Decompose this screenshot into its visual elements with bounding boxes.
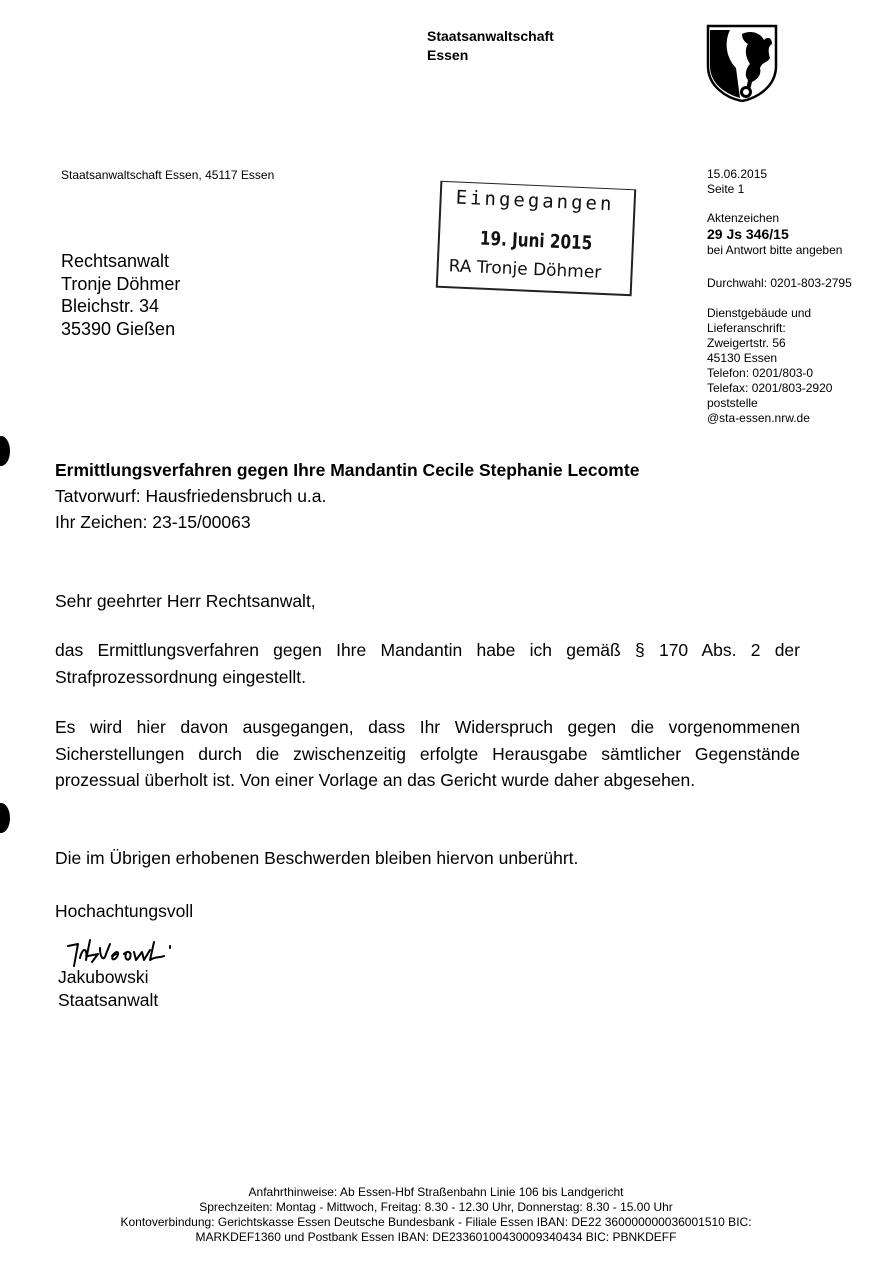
office-address-line: @sta-essen.nrw.de <box>707 411 810 425</box>
subject-reference: Ihr Zeichen: 23-15/00063 <box>55 512 251 532</box>
office-address-line: Telefon: 0201/803-0 <box>707 366 814 380</box>
footer-line: Kontoverbindung: Gerichtskasse Essen Deutsche Bundesbank - Filiale Essen IBAN: DE22 360000000036001510 BIC: <box>120 1215 752 1229</box>
office-address-line: Dienstgebäude und <box>707 306 812 320</box>
office-address-line: 45130 Essen <box>707 351 778 365</box>
stamp-date: 19. Juni 2015 <box>479 227 593 255</box>
body-paragraph: Die im Übrigen erhobenen Beschwerden bleiben hiervon unberührt. <box>55 848 579 868</box>
body-paragraph: Es wird hier davon ausgegangen, dass Ihr Widerspruch gegen die vorgenommenen Sicherstellungen durch die zwischenzeitig erfolgte Herausgabe sämtlicher Gegenstände prozessual überholt ist. Von einer Vorlage an das Gericht wurde daher abgesehen. <box>55 717 800 790</box>
direct-dial: Durchwahl: 0201-803-2795 <box>707 276 852 290</box>
authority-header <box>427 27 554 65</box>
signer-block <box>58 966 158 1011</box>
handwritten-signature <box>66 936 196 970</box>
signer-title: Staatsanwalt <box>58 989 159 1010</box>
authority-city: Essen <box>427 47 469 63</box>
salutation: Sehr geehrter Herr Rechtsanwalt, <box>55 591 316 611</box>
signer-name: Jakubowski <box>58 967 149 987</box>
subject-title: Ermittlungsverfahren gegen Ihre Mandantin Cecile Stephanie Lecomte <box>55 460 640 480</box>
nrw-coat-of-arms-icon <box>706 24 778 102</box>
recipient-line: Bleichstr. 34 <box>61 296 160 316</box>
office-address-line: Telefax: 0201/803-2920 <box>707 381 833 395</box>
office-address-line: Lieferanschrift: <box>707 321 786 335</box>
stamp-received-label: Eingegangen <box>455 186 615 216</box>
letter-date: 15.06.2015 <box>707 167 768 181</box>
authority-name: Staatsanwaltschaft <box>427 28 554 44</box>
file-hint: bei Antwort bitte angeben <box>707 243 843 257</box>
footer <box>40 1185 832 1245</box>
closing: Hochachtungsvoll <box>55 901 194 921</box>
office-address-line: Zweigertstr. 56 <box>707 336 786 350</box>
footer-line: Anfahrthinweise: Ab Essen-Hbf Straßenbahn Linie 106 bis Landgericht <box>248 1185 624 1199</box>
subject-charge: Tatvorwurf: Hausfriedensbruch u.a. <box>55 486 327 506</box>
recipient-line: Tronje Döhmer <box>61 273 181 294</box>
footer-line: Sprechzeiten: Montag - Mittwoch, Freitag: 8.30 - 12.30 Uhr, Donnerstag: 8.30 - 15.00 Uhr <box>199 1200 673 1214</box>
return-address: Staatsanwaltschaft Essen, 45117 Essen <box>61 168 275 182</box>
received-stamp <box>436 181 636 296</box>
recipient-line: Rechtsanwalt <box>61 251 170 271</box>
body-paragraph: das Ermittlungsverfahren gegen Ihre Mandantin habe ich gemäß § 170 Abs. 2 der Strafprozessordnung eingestellt. <box>55 640 800 687</box>
punch-hole-mark <box>0 803 10 833</box>
meta-column <box>707 167 867 426</box>
subject-block <box>55 457 835 535</box>
office-address-line: poststelle <box>707 396 758 410</box>
page-number: Seite 1 <box>707 182 745 196</box>
stamp-office: RA Tronje Döhmer <box>448 256 602 283</box>
file-label: Aktenzeichen <box>707 211 780 225</box>
file-number: 29 Js 346/15 <box>707 226 789 242</box>
footer-line: MARKDEF1360 und Postbank Essen IBAN: DE23360100430009340434 BIC: PBNKDEFF <box>195 1230 677 1244</box>
recipient-address <box>61 250 180 340</box>
punch-hole-mark <box>0 436 10 466</box>
recipient-line: 35390 Gießen <box>61 318 176 339</box>
